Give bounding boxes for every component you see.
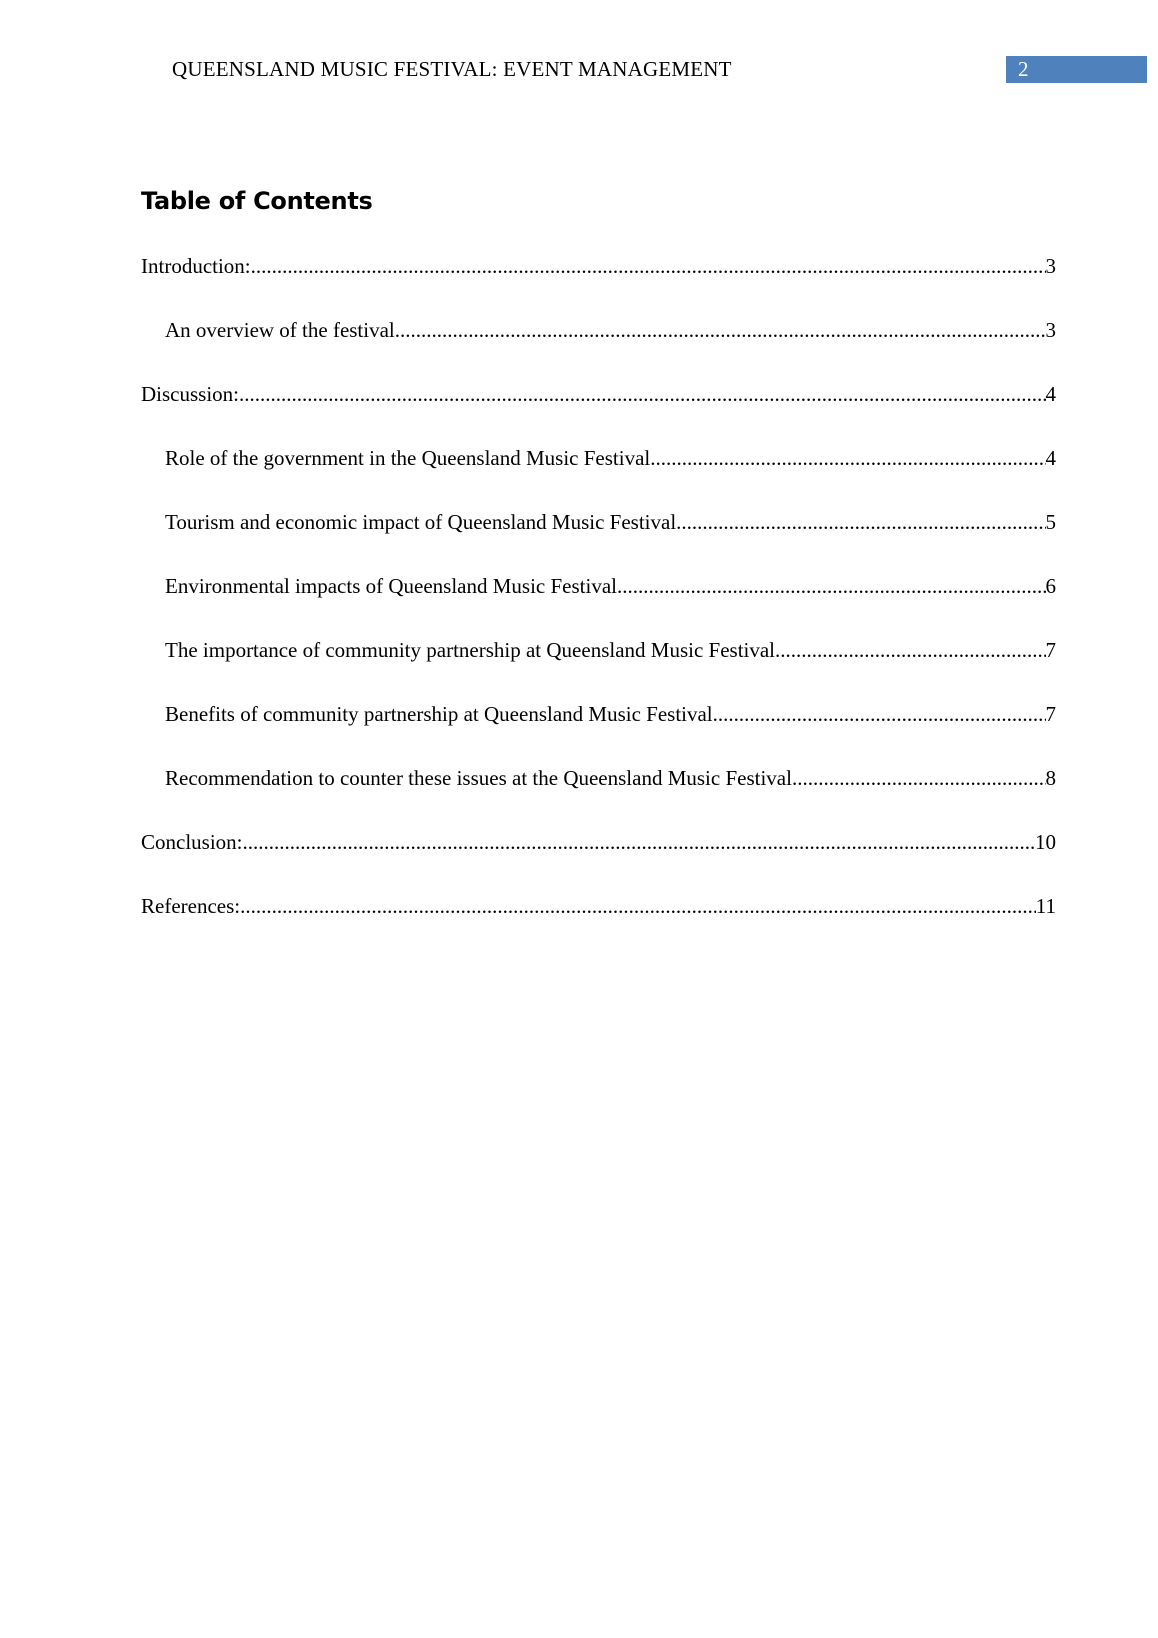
toc-entry-text[interactable]: Tourism and economic impact of Queensland Music Festival: [165, 510, 677, 534]
toc-entry-text[interactable]: Role of the government in the Queensland Music Festival: [165, 446, 651, 470]
toc-entry-page-number[interactable]: 6: [1045, 574, 1056, 598]
toc-entry[interactable]: [141, 826, 1056, 890]
toc-dot-leader: [676, 506, 1045, 538]
toc-entry-page-number[interactable]: 7: [1045, 702, 1056, 726]
toc-entry-text[interactable]: Environmental impacts of Queensland Music Festival: [165, 574, 617, 598]
toc-dot-leader: [650, 442, 1045, 474]
toc-dot-leader: [243, 826, 1035, 858]
toc-dot-leader: [240, 890, 1036, 922]
toc-title: Table of Contents: [141, 187, 373, 215]
toc-entry[interactable]: [141, 634, 1056, 698]
toc-entry-text[interactable]: Discussion:: [141, 382, 240, 406]
toc-entry[interactable]: [141, 506, 1056, 570]
toc-entry-page-number[interactable]: 8: [1045, 766, 1056, 790]
toc-entry-page-number[interactable]: 11: [1035, 894, 1056, 918]
toc-entry[interactable]: [141, 442, 1056, 506]
toc-entry-page-number[interactable]: 5: [1045, 510, 1056, 534]
toc-entry-page-number[interactable]: 4: [1045, 446, 1056, 470]
toc-dot-leader: [792, 762, 1046, 794]
toc-entry-text[interactable]: Conclusion:: [141, 830, 243, 854]
toc-entry[interactable]: [141, 250, 1056, 314]
toc-dot-leader: [239, 378, 1045, 410]
toc-dot-leader: [251, 250, 1046, 282]
page-number-badge: 2: [1006, 56, 1147, 83]
toc-entry-text[interactable]: Recommendation to counter these issues at the Queensland Music Festival: [165, 766, 792, 790]
toc-entry-text[interactable]: Introduction:: [141, 254, 251, 278]
toc-entry[interactable]: [141, 314, 1056, 378]
toc-dot-leader: [617, 570, 1046, 602]
toc-dot-leader: [395, 314, 1046, 346]
toc-entry-page-number[interactable]: 7: [1045, 638, 1056, 662]
toc-entry-page-number[interactable]: 3: [1045, 318, 1056, 342]
running-header-title: QUEENSLAND MUSIC FESTIVAL: EVENT MANAGEMENT: [172, 57, 732, 81]
toc-entry-text[interactable]: The importance of community partnership at Queensland Music Festival: [165, 638, 776, 662]
toc-entry[interactable]: [141, 698, 1056, 762]
toc-entry[interactable]: [141, 378, 1056, 442]
toc-dot-leader: [713, 698, 1046, 730]
toc-entry-page-number[interactable]: 10: [1035, 830, 1056, 854]
toc-entry-text[interactable]: An overview of the festival: [165, 318, 395, 342]
toc-entry[interactable]: [141, 570, 1056, 634]
toc-entry-text[interactable]: Benefits of community partnership at Queensland Music Festival: [165, 702, 713, 726]
toc-entry[interactable]: [141, 762, 1056, 826]
toc-dot-leader: [775, 634, 1045, 666]
toc-entry[interactable]: [141, 890, 1056, 954]
toc-list: [141, 250, 1056, 954]
toc-entry-page-number[interactable]: 4: [1045, 382, 1056, 406]
toc-entry-text[interactable]: References:: [141, 894, 241, 918]
toc-entry-page-number[interactable]: 3: [1045, 254, 1056, 278]
